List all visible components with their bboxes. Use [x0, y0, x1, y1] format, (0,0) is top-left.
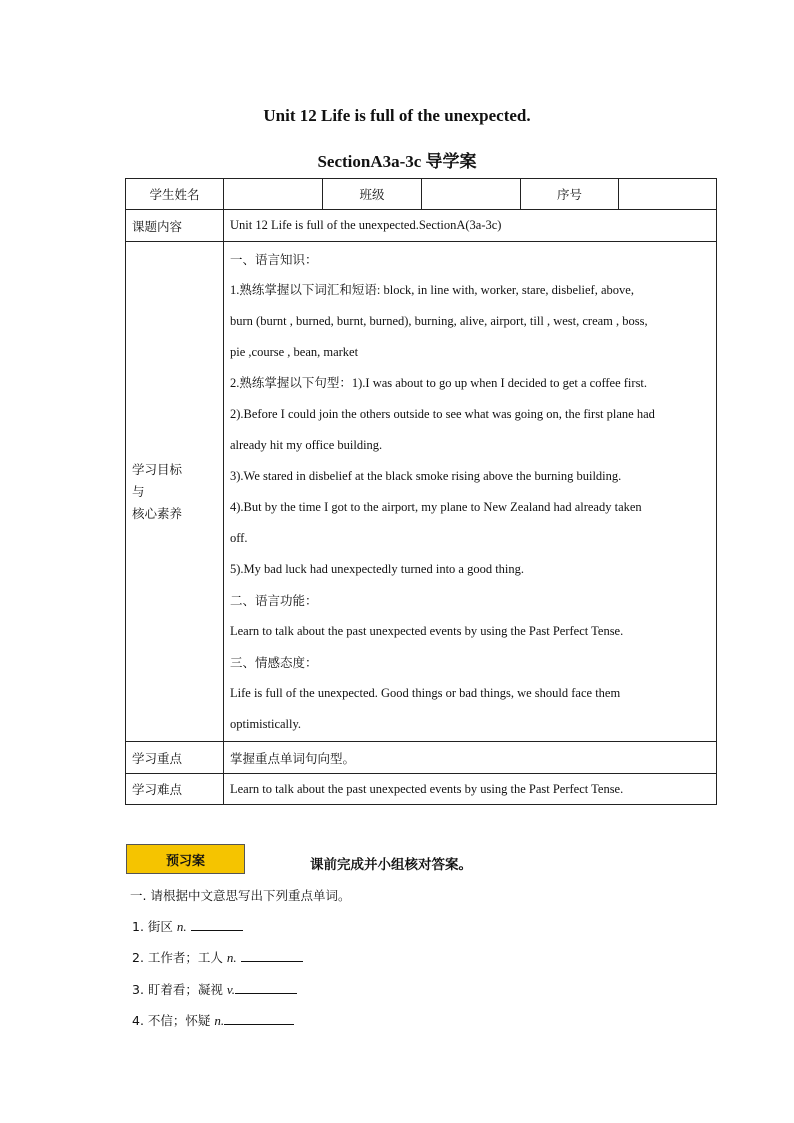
objective-line: 2).Before I could join the others outside to see what was going on, the first plane had — [230, 406, 655, 421]
table-row — [126, 210, 717, 242]
item-part-of-speech: v. — [226, 982, 235, 997]
item-part-of-speech: n. — [226, 950, 237, 965]
question-heading: 一. 请根据中文意思写出下列重点单词。 — [130, 888, 351, 903]
key-points-label: 学习重点 — [126, 742, 224, 774]
difficulties-label: 学习难点 — [126, 774, 224, 805]
table-row — [126, 742, 717, 774]
item-number: 4. — [132, 1013, 144, 1028]
objectives-label — [126, 242, 224, 742]
student-name-field[interactable] — [224, 179, 323, 210]
objectives-content — [224, 242, 717, 742]
objectives-label-line: 与 — [132, 483, 145, 499]
list-item — [132, 980, 297, 998]
objective-line: optimistically. — [230, 716, 302, 731]
seat-number-label: 序号 — [521, 179, 619, 210]
objective-heading: 二、语言功能： — [230, 592, 318, 608]
objective-line: Learn to talk about the past unexpected events by using the Past Perfect Tense. — [230, 623, 624, 638]
objective-line: 4).But by the time I got to the airport, my plane to New Zealand had already taken — [230, 499, 642, 514]
item-chinese: 不信；怀疑 — [147, 1013, 211, 1028]
item-part-of-speech: n. — [214, 1013, 225, 1028]
key-points-value: 掌握重点单词句向型。 — [224, 742, 717, 774]
page-title: Unit 12 Life is full of the unexpected. — [263, 106, 531, 125]
class-field[interactable] — [422, 179, 521, 210]
objective-heading: 一、语言知识： — [230, 251, 318, 267]
item-chinese: 工作者；工人 — [147, 950, 223, 965]
preview-badge: 预习案 — [126, 844, 245, 874]
difficulties-value: Learn to talk about the past unexpected events by using the Past Perfect Tense. — [224, 774, 717, 805]
item-part-of-speech: n. — [176, 919, 187, 934]
answer-blank[interactable] — [235, 980, 297, 994]
answer-blank[interactable] — [191, 917, 243, 931]
objective-line: 3).We stared in disbelief at the black smoke rising above the burning building. — [230, 468, 622, 483]
lesson-info-table — [125, 178, 717, 805]
topic-value: Unit 12 Life is full of the unexpected.SectionA(3a-3c) — [224, 210, 717, 242]
objective-line: already hit my office building. — [230, 437, 383, 452]
class-label: 班级 — [323, 179, 422, 210]
objective-line: 1.熟练掌握以下词汇和短语: block, in line with, worker, stare, disbelief, above, — [230, 282, 634, 297]
item-number: 3. — [132, 982, 144, 997]
objective-line: 5).My bad luck had unexpectedly turned into a good thing. — [230, 561, 525, 576]
objective-line: 2.熟练掌握以下句型：1).I was about to go up when I decided to get a coffee first. — [230, 375, 648, 390]
table-row — [126, 179, 717, 210]
table-row — [126, 242, 717, 742]
page-subtitle: SectionA3a-3c 导学案 — [317, 152, 477, 171]
student-name-label: 学生姓名 — [126, 179, 224, 210]
table-row — [126, 774, 717, 805]
item-chinese: 街区 — [147, 919, 173, 934]
item-number: 2. — [132, 950, 144, 965]
answer-blank[interactable] — [241, 948, 303, 962]
objective-line: burn (burnt , burned, burnt, burned), burning, alive, airport, till , west, cream , boss, — [230, 313, 648, 328]
objective-line: pie ,course , bean, market — [230, 344, 359, 359]
objective-heading: 三、情感态度： — [230, 654, 318, 670]
preview-note: 课前完成并小组核对答案。 — [310, 857, 472, 873]
objectives-label-line: 学习目标 — [132, 461, 183, 477]
seat-number-field[interactable] — [619, 179, 717, 210]
topic-label: 课题内容 — [126, 210, 224, 242]
list-item — [132, 1011, 294, 1029]
item-number: 1. — [132, 919, 144, 934]
list-item — [132, 917, 243, 935]
objective-line: off. — [230, 530, 248, 545]
list-item — [132, 948, 303, 966]
objective-line: Life is full of the unexpected. Good things or bad things, we should face them — [230, 685, 621, 700]
item-chinese: 盯着看；凝视 — [147, 982, 223, 997]
objectives-label-line: 核心素养 — [132, 505, 183, 521]
answer-blank[interactable] — [224, 1011, 294, 1025]
